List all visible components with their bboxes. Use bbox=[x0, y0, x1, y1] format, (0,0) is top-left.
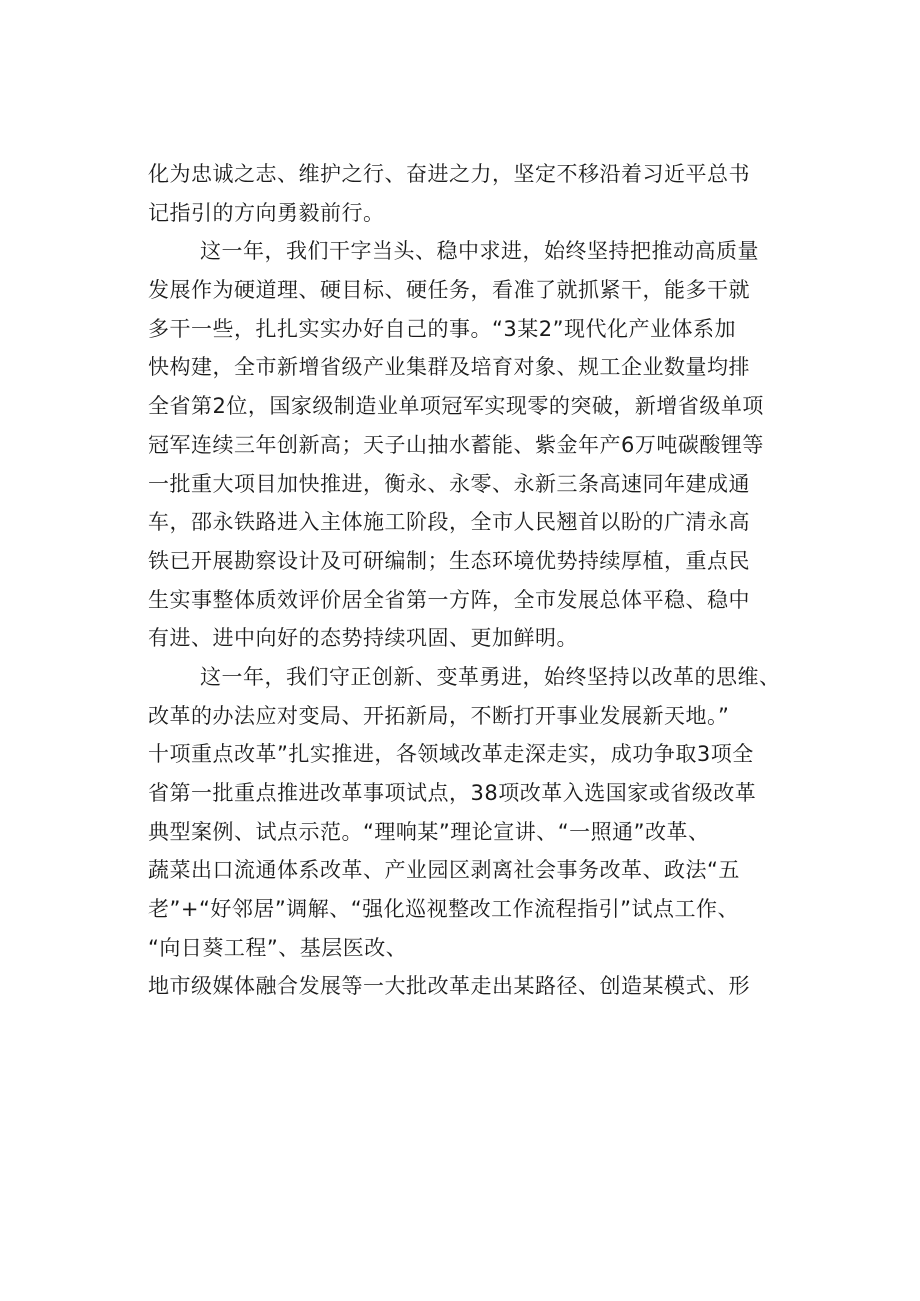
body-text bbox=[148, 155, 808, 1006]
text-line: 一批重大项目加快推进，衡永、永零、永新三条高速同年建成通 bbox=[148, 471, 750, 496]
text-line: 车，邵永铁路进入主体施工阶段，全市人民翘首以盼的广清永高 bbox=[148, 510, 750, 535]
text-line: 地市级媒体融合发展等一大批改革走出某路径、创造某模式、形 bbox=[148, 974, 750, 999]
text-line: 记指引的方向勇毅前行。 bbox=[148, 200, 385, 225]
text-line: 发展作为硬道理、硬目标、硬任务，看准了就抓紧干，能多干就 bbox=[148, 278, 750, 303]
text-line: 老”+“好邻居”调解、“强化巡视整改工作流程指引”试点工作、 bbox=[148, 897, 739, 922]
text-line: 这一年，我们守正创新、变革勇进，始终坚持以改革的思维、 bbox=[200, 664, 781, 689]
text-line: 铁已开展勘察设计及可研编制；生态环境优势持续厚植，重点民 bbox=[148, 548, 750, 573]
text-line: 冠军连续三年创新高；天子山抽水蓄能、紫金年产6万吨碳酸锂等 bbox=[148, 432, 764, 457]
text-line: 典型案例、试点示范。“理响某”理论宣讲、“一照通”改革、 bbox=[148, 819, 710, 844]
text-line: 有进、进中向好的态势持续巩固、更加鲜明。 bbox=[148, 626, 578, 651]
text-line: 生实事整体质效评价居全省第一方阵，全市发展总体平稳、稳中 bbox=[148, 587, 750, 612]
text-line: “向日葵工程”、基层医改、 bbox=[148, 935, 408, 960]
text-line: 快构建，全市新增省级产业集群及培育对象、规工企业数量均排 bbox=[148, 355, 750, 380]
text-line: 化为忠诚之志、维护之行、奋进之力，坚定不移沿着习近平总书 bbox=[148, 162, 750, 186]
text-line: 省第一批重点推进改革事项试点，38项改革入选国家或省级改革 bbox=[148, 781, 757, 805]
text-line: 蔬菜出口流通体系改革、产业园区剥离社会事务改革、政法“五 bbox=[148, 858, 740, 883]
text-line: 改革的办法应对变局、开拓新局，不断打开事业发展新天地。” bbox=[148, 703, 730, 728]
text-line: 这一年，我们干字当头、稳中求进，始终坚持把推动高质量 bbox=[200, 239, 759, 264]
text-line: 十项重点改革”扎实推进，各领域改革走深走实，成功争取3项全 bbox=[148, 742, 754, 767]
text-line: 多干一些，扎扎实实办好自己的事。“3某2”现代化产业体系加 bbox=[148, 316, 736, 341]
text-line: 全省第2位，国家级制造业单项冠军实现零的突破，新增省级单项 bbox=[148, 394, 764, 419]
